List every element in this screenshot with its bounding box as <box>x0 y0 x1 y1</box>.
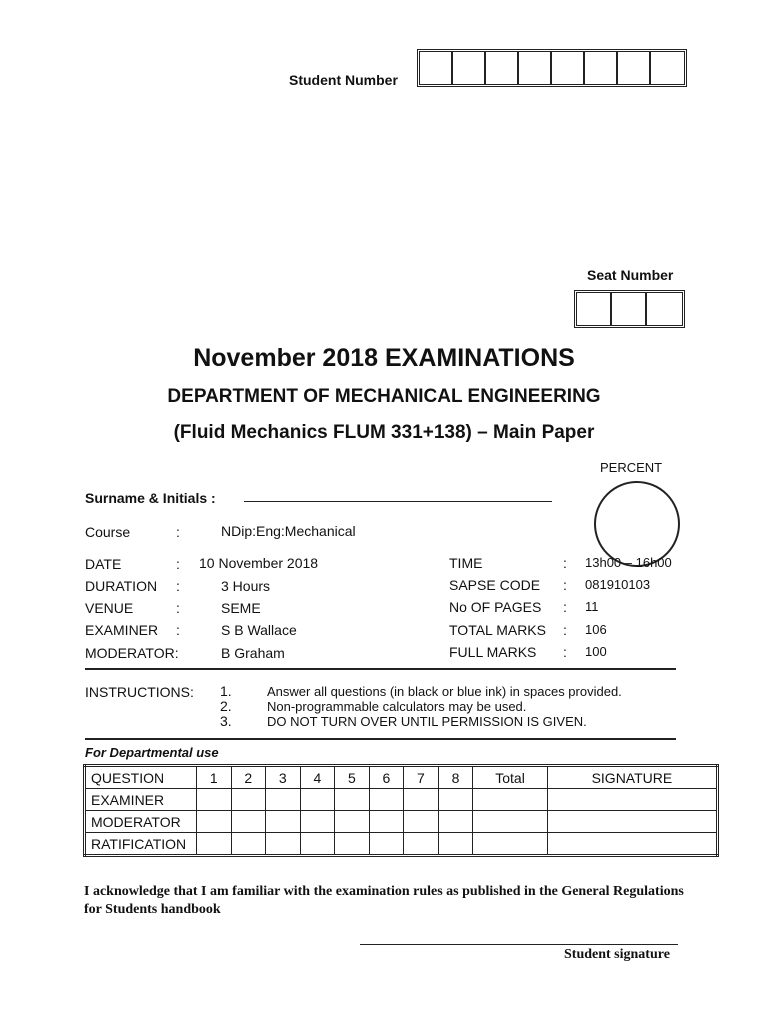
course-label: Course <box>85 524 131 540</box>
row-label-ratification: RATIFICATION <box>85 833 197 856</box>
mark-cell[interactable] <box>231 811 266 833</box>
seat-number-digit-box[interactable] <box>612 293 647 325</box>
mark-cell[interactable] <box>369 833 404 856</box>
date-value: 10 November 2018 <box>199 555 319 571</box>
mark-cell[interactable] <box>335 811 370 833</box>
instruction-number: 2. <box>220 698 232 714</box>
total-marks-label: TOTAL MARKS <box>449 622 546 638</box>
table-header-cell: 2 <box>231 766 266 789</box>
instructions-list <box>267 684 622 729</box>
mark-cell[interactable] <box>266 789 301 811</box>
time-value: 13h00 – 16h00 <box>585 555 672 570</box>
signature-cell[interactable] <box>547 833 717 856</box>
surname-field[interactable] <box>244 501 552 502</box>
exam-title: November 2018 EXAMINATIONS <box>193 344 575 372</box>
course-value: NDip:Eng:Mechanical <box>221 523 356 539</box>
mark-cell[interactable] <box>404 811 439 833</box>
full-marks-colon: : <box>563 644 567 660</box>
table-header-cell: QUESTION <box>85 766 197 789</box>
departmental-use-label: For Departmental use <box>85 745 219 760</box>
table-header-cell: 5 <box>335 766 370 789</box>
mark-cell[interactable] <box>300 789 335 811</box>
row-label-examiner: EXAMINER <box>85 789 197 811</box>
student-number-digit-box[interactable] <box>420 52 453 84</box>
seat-number-boxes[interactable] <box>574 290 685 328</box>
divider <box>85 738 676 740</box>
table-header-cell: Total <box>473 766 548 789</box>
mark-cell[interactable] <box>404 833 439 856</box>
mark-cell[interactable] <box>369 811 404 833</box>
duration-label: DURATION <box>85 578 158 594</box>
table-row <box>85 833 718 856</box>
sapse-code-colon: : <box>563 577 567 593</box>
student-number-boxes[interactable] <box>417 49 687 87</box>
mark-cell[interactable] <box>438 833 473 856</box>
examiner-colon: : <box>176 622 180 638</box>
percent-label: PERCENT <box>600 460 663 475</box>
mark-cell[interactable] <box>231 789 266 811</box>
mark-cell[interactable] <box>335 789 370 811</box>
paper-title: (Fluid Mechanics FLUM 331+138) – Main Paper <box>173 422 595 443</box>
table-header-cell: 4 <box>300 766 335 789</box>
table-header-cell: 1 <box>197 766 232 789</box>
venue-colon: : <box>176 600 180 616</box>
mark-cell[interactable] <box>266 811 301 833</box>
student-number-label: Student Number <box>289 72 398 88</box>
full-marks-label: FULL MARKS <box>449 644 537 660</box>
instruction-number: 1. <box>220 683 232 699</box>
mark-cell[interactable] <box>404 789 439 811</box>
surname-label: Surname & Initials : <box>85 490 216 506</box>
student-number-digit-box[interactable] <box>486 52 519 84</box>
table-header-cell: SIGNATURE <box>547 766 717 789</box>
mark-cell[interactable] <box>300 833 335 856</box>
moderator-label: MODERATOR: <box>85 645 179 661</box>
student-signature-label: Student signature <box>564 947 670 962</box>
pages-colon: : <box>563 599 567 615</box>
instructions-label: INSTRUCTIONS: <box>85 684 194 700</box>
mark-cell[interactable] <box>197 833 232 856</box>
table-header-cell: 8 <box>438 766 473 789</box>
signature-cell[interactable] <box>547 811 717 833</box>
mark-cell[interactable] <box>266 833 301 856</box>
divider <box>85 668 676 670</box>
venue-label: VENUE <box>85 600 134 616</box>
departmental-marks-table <box>83 764 719 857</box>
student-number-digit-box[interactable] <box>618 52 651 84</box>
table-header-cell: 6 <box>369 766 404 789</box>
total-cell[interactable] <box>473 833 548 856</box>
examiner-label: EXAMINER <box>85 622 159 638</box>
examiner-value: S B Wallace <box>221 622 297 638</box>
total-marks-colon: : <box>563 622 567 638</box>
sapse-code-label: SAPSE CODE <box>449 577 541 593</box>
student-number-digit-box[interactable] <box>651 52 684 84</box>
mark-cell[interactable] <box>438 789 473 811</box>
instruction-text: DO NOT TURN OVER UNTIL PERMISSION IS GIVEN. <box>267 714 587 729</box>
instruction-number: 3. <box>220 713 232 729</box>
instruction-text: Non-programmable calculators may be used. <box>267 699 527 714</box>
seat-number-label: Seat Number <box>587 267 674 283</box>
mark-cell[interactable] <box>231 833 266 856</box>
department-title: DEPARTMENT OF MECHANICAL ENGINEERING <box>167 386 601 407</box>
pages-value: 11 <box>585 599 599 614</box>
mark-cell[interactable] <box>369 789 404 811</box>
table-header-row <box>85 766 718 789</box>
time-colon: : <box>563 555 567 571</box>
venue-value: SEME <box>221 600 261 616</box>
student-number-digit-box[interactable] <box>519 52 552 84</box>
pages-label: No OF PAGES <box>449 599 542 615</box>
acknowledgement-text: I acknowledge that I am familiar with the examination rules as published in the General Regulations for Students handbook <box>84 884 684 917</box>
student-signature-line[interactable] <box>360 944 678 945</box>
date-label: DATE <box>85 556 122 572</box>
mark-cell[interactable] <box>197 789 232 811</box>
student-number-digit-box[interactable] <box>585 52 618 84</box>
row-label-moderator: MODERATOR <box>85 811 197 833</box>
instructions-numbers <box>220 684 232 729</box>
sapse-code-value: 081910103 <box>585 577 651 592</box>
duration-value: 3 Hours <box>221 578 271 594</box>
date-colon: : <box>176 556 180 572</box>
duration-colon: : <box>176 578 180 594</box>
moderator-value: B Graham <box>221 645 285 661</box>
course-colon: : <box>176 524 180 540</box>
table-header-cell: 7 <box>404 766 439 789</box>
mark-cell[interactable] <box>335 833 370 856</box>
full-marks-value: 100 <box>585 644 607 659</box>
student-number-digit-box[interactable] <box>453 52 486 84</box>
instruction-text: Answer all questions (in black or blue ink) in spaces provided. <box>267 684 622 699</box>
table-header-cell: 3 <box>266 766 301 789</box>
total-cell[interactable] <box>473 789 548 811</box>
table-row <box>85 789 718 811</box>
mark-cell[interactable] <box>300 811 335 833</box>
time-label: TIME <box>449 555 483 571</box>
student-number-digit-box[interactable] <box>552 52 585 84</box>
seat-number-digit-box[interactable] <box>577 293 612 325</box>
total-marks-value: 106 <box>585 622 607 637</box>
total-cell[interactable] <box>473 811 548 833</box>
table-row <box>85 811 718 833</box>
seat-number-digit-box[interactable] <box>647 293 682 325</box>
signature-cell[interactable] <box>547 789 717 811</box>
mark-cell[interactable] <box>438 811 473 833</box>
mark-cell[interactable] <box>197 811 232 833</box>
